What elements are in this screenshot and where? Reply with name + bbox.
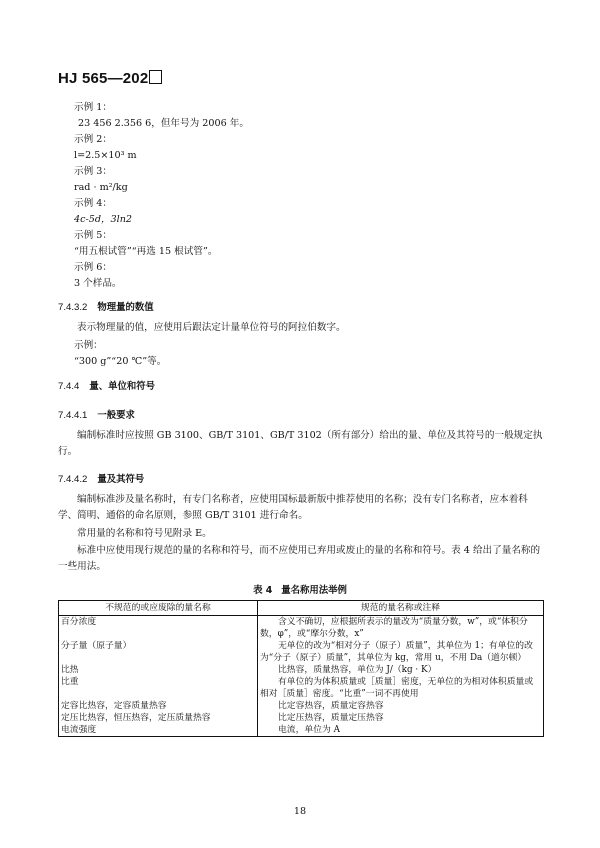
deprecated-name-cell: 定压比热容，恒压热容，定压质量热容 xyxy=(59,712,258,724)
deprecated-name-cell: 定容比热容，定容质量热容 xyxy=(59,700,258,712)
table-row xyxy=(59,700,544,712)
table-4 xyxy=(58,600,544,737)
table-row xyxy=(59,640,544,664)
table-row xyxy=(59,664,544,676)
section-7441-text: 编制标准时应按照 GB 3100、GB/T 3101、GB/T 3102（所有部分）给出的量、单位及其符号的一般规定执行。 xyxy=(58,430,543,457)
column-header-standard: 规范的量名称或注释 xyxy=(258,601,544,616)
example-5-content: “用五根试管”“再选 15 根试管”。 xyxy=(74,246,218,257)
standard-name-cell: 比定压热容，质量定压热容 xyxy=(258,712,544,724)
section-title: 一般要求 xyxy=(97,410,135,421)
section-number: 7.4.4 xyxy=(58,381,80,392)
table-row xyxy=(59,676,544,700)
table-caption-number: 表 4 xyxy=(253,585,273,596)
example-3-content: rad · m²/kg xyxy=(74,182,128,193)
standard-name-cell: 含义不确切，应根据所表示的量改为“质量分数，w”，或“体积分数，φ”，或“摩尔分数，x” xyxy=(258,616,544,641)
example-6-label: 示例 6： xyxy=(74,262,112,273)
standard-name-cell: 无单位的改为“相对分子（原子）质量”，其单位为 1；有单位的改为“分子（原子）质量”，其单位为 kg，常用 u，不用 Da（道尔顿） xyxy=(258,640,544,664)
section-7442-para-2: 常用量的名称和符号见附录 E。 xyxy=(77,528,212,539)
section-7432-text: 表示物理量的值，应使用后跟法定计量单位符号的阿拉伯数字。 xyxy=(77,322,346,333)
table-4-caption xyxy=(0,582,600,596)
section-title: 量及其符号 xyxy=(97,474,145,485)
example-2-label: 示例 2： xyxy=(74,134,112,145)
section-title: 物理量的数值 xyxy=(97,302,154,313)
deprecated-name-cell: 比重 xyxy=(59,676,258,700)
example-1-label: 示例 1： xyxy=(74,102,112,113)
standard-name-cell: 电流，单位为 A xyxy=(258,724,544,737)
section-7442-para-1: 编制标准涉及量名称时，有专门名称者，应使用国标最新版中推荐使用的名称；没有专门名称者，应本着科学、简明、通俗的命名原则，参照 GB/T 3101 进行命名。 xyxy=(58,494,528,521)
example-4-label: 示例 4： xyxy=(74,198,112,209)
example-1-content: 23 456 2.356 6，但年号为 2006 年。 xyxy=(78,118,249,129)
section-7441-heading xyxy=(58,409,135,422)
document-code-header: HJ 565—202 xyxy=(58,70,162,87)
example-2-content: l=2.5×10³ m xyxy=(74,150,137,161)
example-4-content: 4c-5d，3ln2 xyxy=(74,214,133,225)
deprecated-name-cell: 百分浓度 xyxy=(59,616,258,641)
section-7442-heading xyxy=(58,473,144,486)
page-number: 18 xyxy=(293,806,307,817)
table-row xyxy=(59,724,544,737)
standard-name-cell: 比热容，质量热容，单位为 J/（kg · K） xyxy=(258,664,544,676)
table-row xyxy=(59,616,544,641)
section-7442-para-3: 标准中应使用现行规范的量的名称和符号，而不应使用已弃用或废止的量的名称和符号。表 4 给出了量名称的一些用法。 xyxy=(58,545,541,572)
section-7432-example-label: 示例： xyxy=(74,340,103,351)
section-number: 7.4.4.2 xyxy=(58,474,88,485)
section-title: 量、单位和符号 xyxy=(89,381,155,392)
section-number: 7.4.3.2 xyxy=(58,302,88,313)
deprecated-name-cell: 电流强度 xyxy=(59,724,258,737)
example-5-label: 示例 5： xyxy=(74,230,112,241)
placeholder-box-icon xyxy=(149,70,162,84)
section-7432-heading xyxy=(58,301,154,314)
example-6-content: 3 个样品。 xyxy=(74,278,122,289)
standard-name-cell: 有单位的为体积质量或［质量］密度，无单位的为相对体积质量或相对［质量］密度。“比重”一词不再使用 xyxy=(258,676,544,700)
section-number: 7.4.4.1 xyxy=(58,410,88,421)
table-caption-title: 量名称用法举例 xyxy=(281,585,347,596)
table-row xyxy=(59,712,544,724)
column-header-deprecated: 不规范的或应废除的量名称 xyxy=(59,601,258,616)
standard-name-cell: 比定容热容，质量定容热容 xyxy=(258,700,544,712)
deprecated-name-cell: 比热 xyxy=(59,664,258,676)
section-744-heading xyxy=(58,380,155,393)
example-3-label: 示例 3： xyxy=(74,166,112,177)
deprecated-name-cell: 分子量（原子量） xyxy=(59,640,258,664)
section-7432-example-text: “300 g”“20 ℃”等。 xyxy=(74,356,167,367)
table-header-row xyxy=(59,601,544,616)
